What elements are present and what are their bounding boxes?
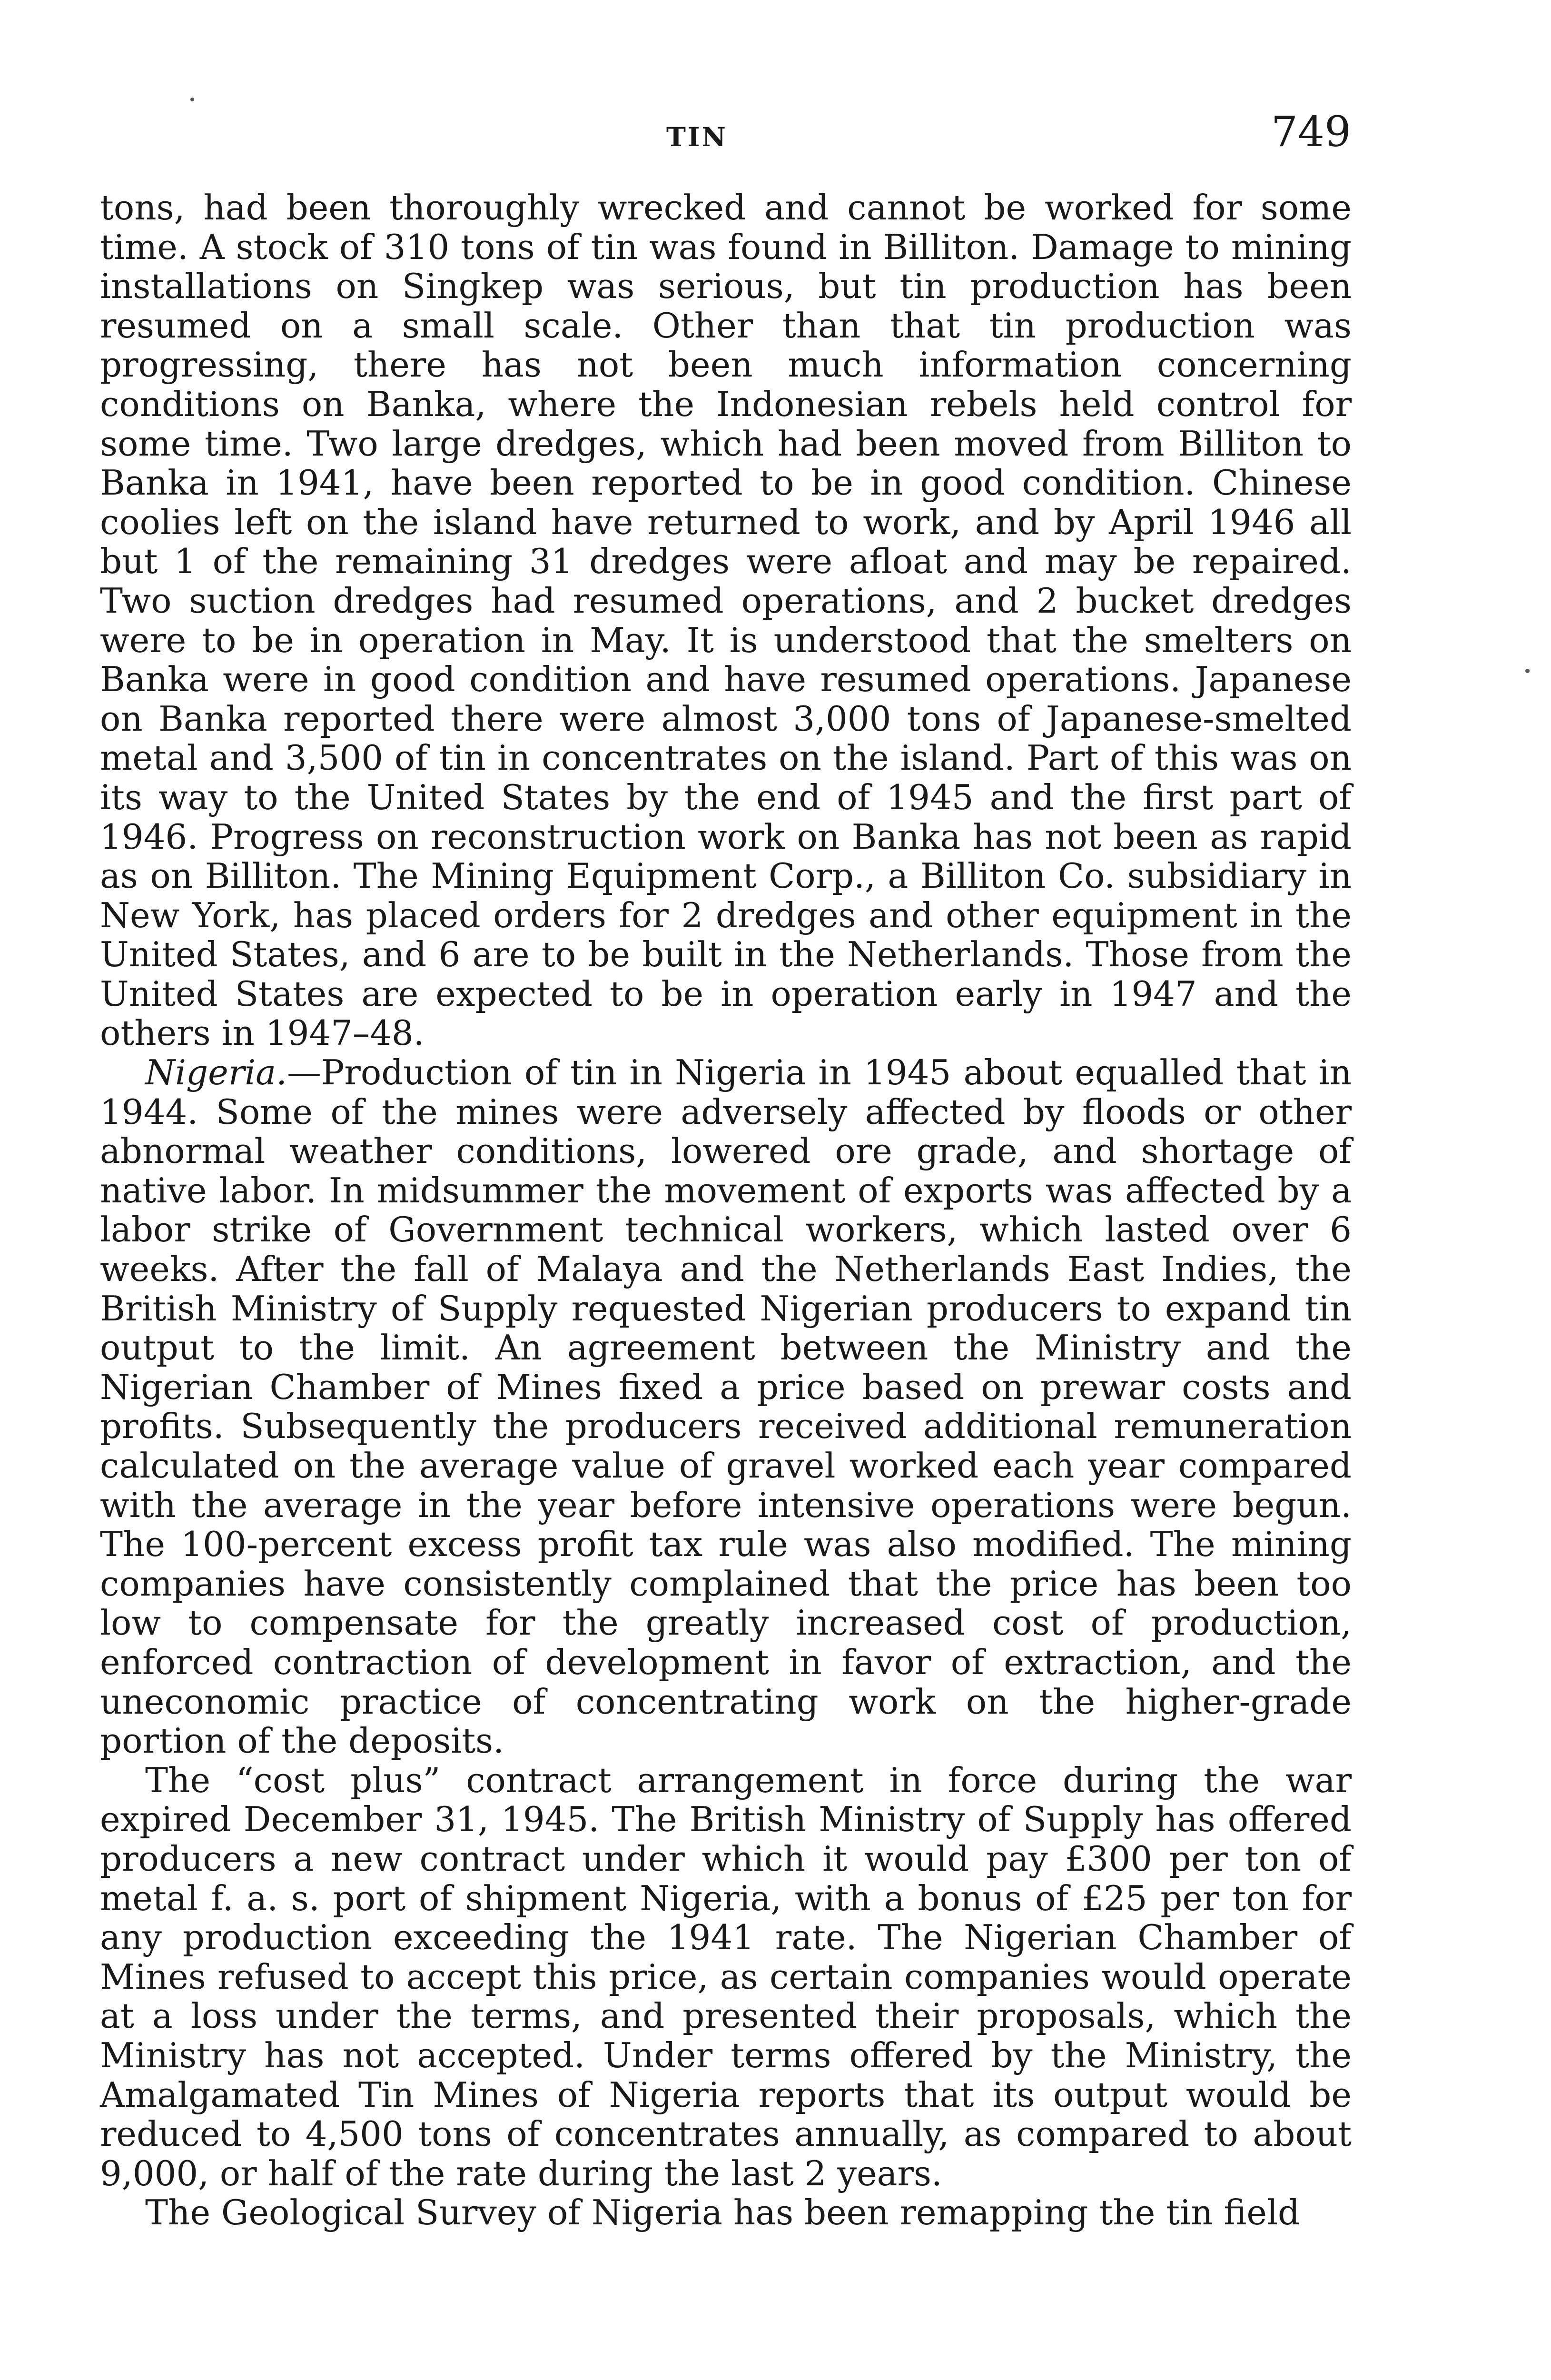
paragraph-text: —Production of tin in Nigeria in 1945 about equalled that in 1944. Some of the mines were adversely affected by floods or other abnormal weather conditions, lowered ore grade, and shortage of native labor. In midsummer the movement of exports was affected by a labor strike of Government technical workers, which lasted over 6 weeks. After the fall of Malaya and the Netherlands East Indies, the British Ministry of Supply requested Nigerian producers to expand tin output to the limit. An agreement between the Ministry and the Nigerian Chamber of Mines fixed a price based on prewar costs and profits. Subsequently the producers received additional remuneration calculated on the average value of gravel worked each year compared with the average in the year before intensive operations were begun. The 100-percent excess profit tax rule was also modified. The mining companies have consistently complained that the price has been too low to compensate for the greatly increased cost of production, enforced contraction of development in favor of extraction, and the uneconomic practice of concentrating work on the higher-grade portion of the deposits.: [100, 1052, 1352, 1761]
paragraph-text: tons, had been thoroughly wrecked and cannot be worked for some time. A stock of 310 tons of tin was found in Billiton. Damage to mining installations on Singkep was serious, but tin production has been resumed on a small scale. Other than that tin production was progressing, there has not been much information concerning conditions on Banka, where the Indonesian rebels held control for some time. Two large dredges, which had been moved from Billiton to Banka in 1941, have been reported to be in good condition. Chinese coolies left on the island have returned to work, and by April 1946 all but 1 of the remaining 31 dredges were afloat and may be repaired. Two suction dredges had resumed operations, and 2 bucket dredges were to be in operation in May. It is understood that the smelters on Banka were in good condition and have resumed operations. Japanese on Banka reported there were almost 3,000 tons of Japanese-smelted metal and 3,500 of tin in concentrates on the island. Part of this was on its way to the United States by the end of 1945 and the first part of 1946. Progress on reconstruction work on Banka has not been as rapid as on Billiton. The Mining Equipment Corp., a Billiton Co. subsidiary in New York, has placed orders for 2 dredges and other equipment in the United States, and 6 are to be built in the Netherlands. Those from the United States are expected to be in operation early in 1947 and the others in 1947–48.: [100, 188, 1352, 1053]
paragraph-nigeria: [100, 1053, 1352, 1761]
scan-speck: [1525, 669, 1530, 673]
section-lead-nigeria: Nigeria.: [145, 1052, 287, 1093]
paragraph-geological-survey: [100, 2193, 1352, 2232]
body-text: [100, 188, 1352, 2232]
running-title: TIN: [666, 121, 728, 152]
scan-speck: [190, 98, 194, 101]
paragraph-cost-plus: [100, 1761, 1352, 2193]
paragraph-text: The Geological Survey of Nigeria has been remapping the tin field: [145, 2192, 1300, 2233]
paragraph-banka: [100, 188, 1352, 1053]
page-number: 749: [1271, 107, 1351, 156]
paragraph-text: The “cost plus” contract arrangement in force during the war expired December 31, 1945. The British Ministry of Supply has offered producers a new contract under which it would pay £300 per ton of metal f. a. s. port of shipment Nigeria, with a bonus of £25 per ton for any production exceeding the 1941 rate. The Nigerian Chamber of Mines refused to accept this price, as certain companies would operate at a loss under the terms, and presented their proposals, which the Ministry has not accepted. Under terms offered by the Ministry, the Amalgamated Tin Mines of Nigeria reports that its output would be reduced to 4,500 tons of concentrates annually, as compared to about 9,000, or half of the rate during the last 2 years.: [100, 1760, 1352, 2193]
